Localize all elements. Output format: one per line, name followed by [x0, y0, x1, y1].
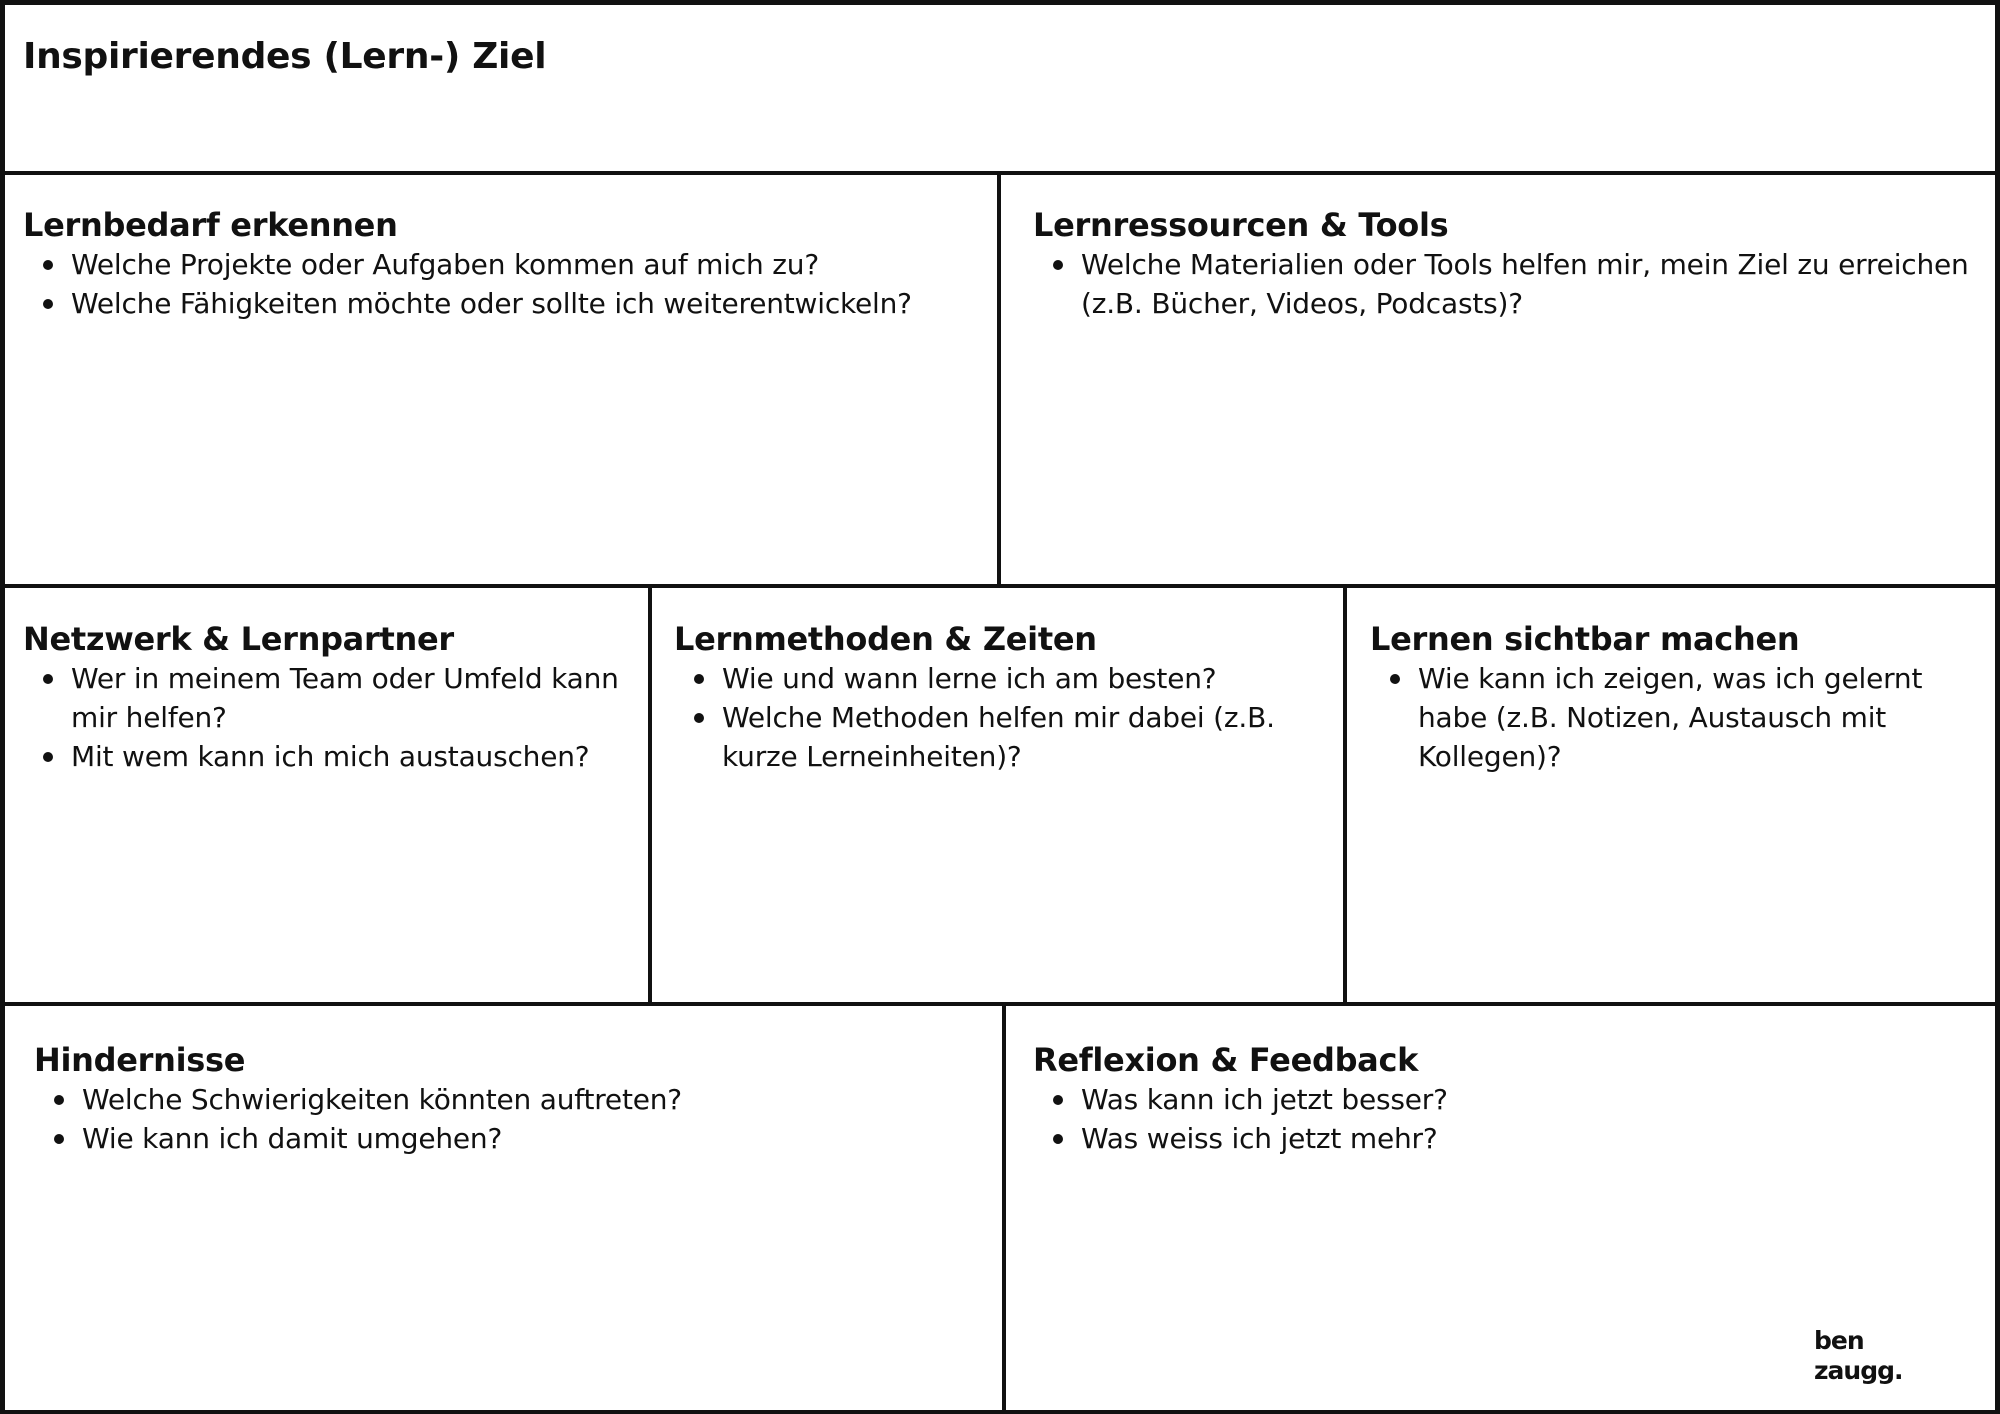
list-item — [1033, 1119, 1933, 1158]
border-left — [0, 0, 5, 1414]
lernbedarf-prompt-list — [23, 245, 983, 323]
bullet-icon — [43, 674, 53, 684]
bullet-icon — [1053, 1134, 1063, 1144]
sichtbar-title: Lernen sichtbar machen — [1370, 620, 1800, 658]
border-top — [0, 0, 2000, 5]
bullet-icon — [43, 752, 53, 762]
prompt-text: Welche Projekte oder Aufgaben kommen auf mich zu? — [71, 248, 819, 281]
logo-line-2: zaugg. — [1814, 1356, 1903, 1385]
list-item — [23, 737, 633, 776]
reflexion-panel — [1033, 1040, 1933, 1158]
list-item — [674, 659, 1314, 698]
hindernisse-panel — [34, 1040, 984, 1158]
logo-line-1: ben — [1814, 1326, 1864, 1355]
methoden-panel — [674, 619, 1314, 776]
reflexion-title: Reflexion & Feedback — [1033, 1041, 1419, 1079]
list-item — [23, 659, 633, 737]
methoden-prompt-list — [674, 659, 1314, 776]
prompt-text: Was weiss ich jetzt mehr? — [1081, 1122, 1438, 1155]
netzwerk-panel — [23, 619, 633, 776]
prompt-text: Wie und wann lerne ich am besten? — [722, 662, 1217, 695]
bullet-icon — [54, 1095, 64, 1105]
list-item — [1033, 1080, 1933, 1119]
divider-col-row3 — [1002, 1002, 1006, 1414]
ressourcen-title: Lernressourcen & Tools — [1033, 206, 1449, 244]
list-item — [1033, 245, 1983, 323]
sichtbar-prompt-list — [1370, 659, 1970, 776]
bullet-icon — [43, 299, 53, 309]
reflexion-prompt-list — [1033, 1080, 1933, 1158]
netzwerk-title: Netzwerk & Lernpartner — [23, 620, 454, 658]
brand-logo — [1814, 1326, 1954, 1392]
list-item — [23, 284, 983, 323]
prompt-text: Welche Methoden helfen mir dabei (z.B. kurze Lerneinheiten)? — [722, 701, 1275, 773]
hindernisse-title: Hindernisse — [34, 1041, 246, 1079]
bullet-icon — [694, 674, 704, 684]
hindernisse-prompt-list — [34, 1080, 984, 1158]
list-item — [34, 1080, 984, 1119]
divider-row-3 — [0, 1002, 2000, 1006]
goal-title: Inspirierendes (Lern-) Ziel — [23, 36, 547, 77]
ressourcen-prompt-list — [1033, 245, 1983, 323]
divider-col-row2-b — [1343, 584, 1347, 1006]
prompt-text: Welche Schwierigkeiten könnten auftreten? — [82, 1083, 682, 1116]
bullet-icon — [694, 713, 704, 723]
divider-col-row2-a — [648, 584, 652, 1006]
border-bottom — [0, 1410, 2000, 1414]
prompt-text: Mit wem kann ich mich austauschen? — [71, 740, 590, 773]
border-right — [1995, 0, 2000, 1414]
sichtbar-panel — [1370, 619, 1970, 776]
prompt-text: Welche Materialien oder Tools helfen mir, mein Ziel zu erreichen (z.B. Bücher, Videos, Podcasts)? — [1081, 248, 1969, 320]
prompt-text: Wie kann ich zeigen, was ich gelernt habe (z.B. Notizen, Austausch mit Kollegen)? — [1418, 662, 1923, 773]
lernbedarf-title: Lernbedarf erkennen — [23, 206, 398, 244]
netzwerk-prompt-list — [23, 659, 633, 776]
methoden-title: Lernmethoden & Zeiten — [674, 620, 1097, 658]
prompt-text: Wie kann ich damit umgehen? — [82, 1122, 503, 1155]
ressourcen-panel — [1033, 205, 1983, 323]
bullet-icon — [54, 1134, 64, 1144]
lernbedarf-panel — [23, 205, 983, 323]
list-item — [674, 698, 1314, 776]
prompt-text: Welche Fähigkeiten möchte oder sollte ich weiterentwickeln? — [71, 287, 912, 320]
goal-panel — [23, 35, 1973, 79]
bullet-icon — [1053, 1095, 1063, 1105]
prompt-text: Wer in meinem Team oder Umfeld kann mir helfen? — [71, 662, 619, 734]
prompt-text: Was kann ich jetzt besser? — [1081, 1083, 1448, 1116]
divider-col-row1 — [997, 171, 1001, 588]
bullet-icon — [43, 260, 53, 270]
bullet-icon — [1390, 674, 1400, 684]
bullet-icon — [1053, 260, 1063, 270]
list-item — [1370, 659, 1970, 776]
list-item — [34, 1119, 984, 1158]
list-item — [23, 245, 983, 284]
